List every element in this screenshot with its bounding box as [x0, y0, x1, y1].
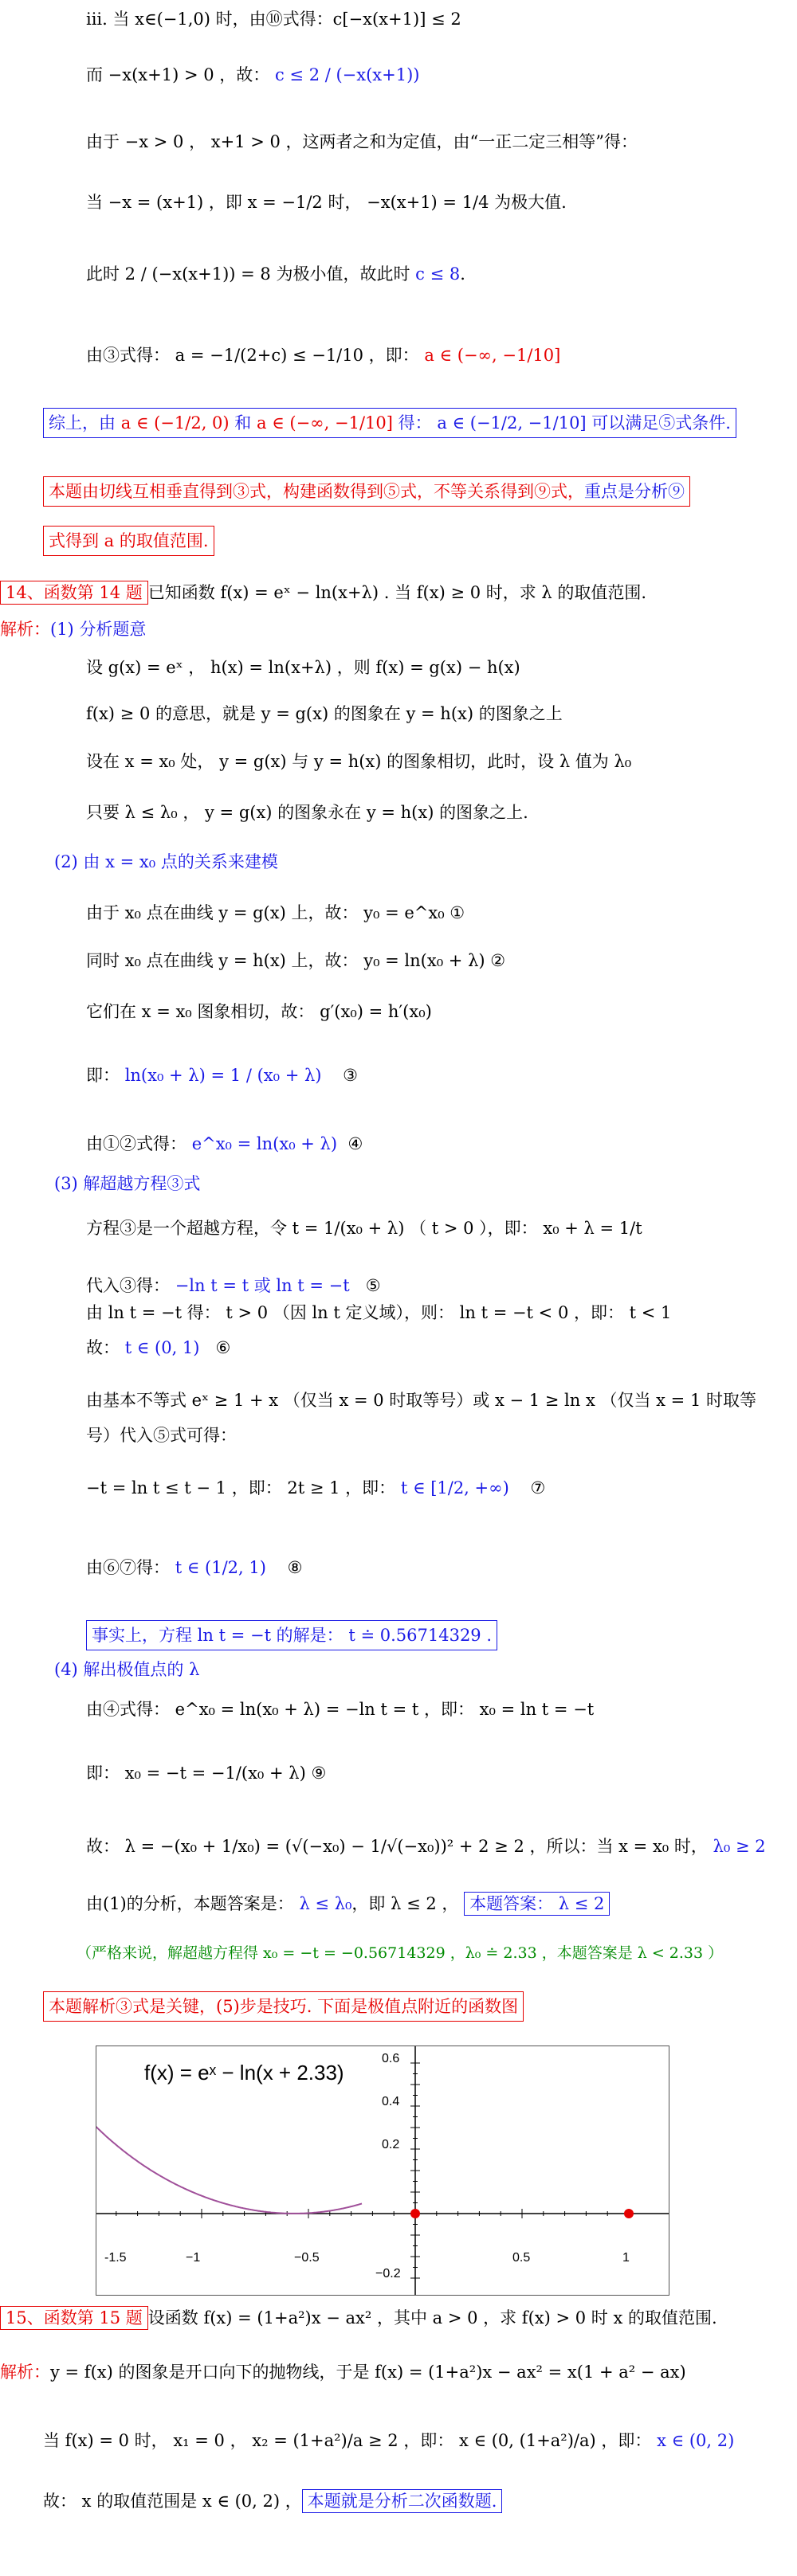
text-line — [86, 343, 560, 368]
text-span: ③ — [343, 1066, 358, 1085]
function-curve — [96, 2125, 362, 2214]
text-line: 设 g(x) = eˣ ， h(x) = ln(x+λ) ，则 f(x) = g(x) − h(x) — [86, 658, 520, 677]
section-heading: (2) 由 x = x₀ 点的关系来建模 — [54, 852, 278, 871]
text-line: 号）代入⑤式可得： — [86, 1426, 237, 1445]
text-span: c ≤ 2 / (−x(x+1)) — [274, 65, 420, 84]
text-line: 只要 λ ≤ λ₀ ， y = g(x) 的图象永在 y = h(x) 的图象之上. — [86, 803, 528, 822]
section-heading: (3) 解超越方程③式 — [54, 1174, 201, 1193]
problem-label: 15、函数第 15 题 — [0, 2306, 148, 2330]
problem-14-header — [0, 580, 646, 605]
text-line — [86, 1063, 358, 1088]
problem-label: 14、函数第 14 题 — [0, 581, 148, 605]
note-box: 本题解析③式是关键，(5)步是技巧. 下面是极值点附近的函数图 — [43, 1991, 524, 2022]
text-span: a ∈ (−1/2, 0) — [120, 413, 230, 433]
text-line — [0, 2359, 686, 2385]
text-span: 式得到 a 的取值范围. — [49, 531, 209, 550]
y-tick-label: 0.6 — [382, 2052, 400, 2065]
text-line: 同时 x₀ 点在曲线 y = h(x) 上，故： y₀ = ln(x₀ + λ) ② — [86, 951, 506, 970]
text-line: 由基本不等式 eˣ ≥ 1 + x （仅当 x = 0 时取等号）或 x − 1 ≥ ln x （仅当 x = 1 时取等 — [86, 1391, 756, 1410]
text-span: 当 f(x) = 0 时， x₁ = 0 ， x₂ = (1+a²)/a ≥ 2 ，即： x ∈ (0, (1+a²)/a) ，即： — [43, 2431, 652, 2450]
text-span: t ∈ [1/2, +∞) — [400, 1478, 509, 1497]
text-span: 由①②式得： — [86, 1134, 186, 1153]
text-span: 此时 2 / (−x(x+1)) = 8 为极小值，故此时 — [86, 264, 410, 284]
text-span: 重点是分析⑨ — [584, 482, 685, 501]
text-line: 设在 x = x₀ 处， y = g(x) 与 y = h(x) 的图象相切，此时，设 λ 值为 λ₀ — [86, 752, 632, 771]
y-tick-label: −0.2 — [375, 2267, 401, 2280]
text-span: λ ≤ λ₀ — [299, 1894, 352, 1913]
text-span: 故： x 的取值范围是 x ∈ (0, 2) ， — [43, 2492, 302, 2511]
text-span: λ₀ ≥ 2 — [713, 1837, 766, 1856]
text-span: ⑧ — [287, 1558, 303, 1577]
answer-box: 本题答案： λ ≤ 2 — [464, 1892, 610, 1916]
text-line: iii. 当 x∈(−1,0) 时，由⑩式得：c[−x(x+1)] ≤ 2 — [86, 10, 461, 29]
text-span: ，即 λ ≤ 2 ， — [351, 1894, 459, 1913]
text-line — [43, 2488, 502, 2514]
summary-box — [43, 408, 736, 438]
text-line — [86, 1475, 545, 1501]
text-span: 解析： — [0, 620, 50, 639]
text-line: 方程③是一个超越方程，令 t = 1/(x₀ + λ) （ t > 0 ），即： x₀ + λ = 1/t — [86, 1219, 642, 1238]
text-span: −ln t = t 或 ln t = −t — [175, 1276, 350, 1295]
text-span: t ∈ (1/2, 1) — [175, 1558, 266, 1577]
text-line: （严格来说，解超越方程得 x₀ = −t = −0.56714329 ，λ₀ ≐ 2.33 ，本题答案是 λ < 2.33 ） — [77, 1944, 724, 1962]
text-span: 即： — [86, 1066, 120, 1085]
text-line: 由于 x₀ 点在曲线 y = g(x) 上，故： y₀ = e^x₀ ① — [86, 903, 465, 922]
text-span: 由(1)的分析，本题答案是： — [86, 1894, 294, 1913]
text-span: a ∈ (−∞, −1/10] — [256, 413, 393, 433]
y-tick-marks — [410, 2063, 420, 2278]
text-line — [86, 1131, 363, 1157]
x-tick-label: −1 — [186, 2251, 201, 2265]
text-span: 而 −x(x+1) > 0 ，故： — [86, 65, 270, 84]
text-span: ⑦ — [530, 1478, 546, 1497]
x-tick-label: 0.5 — [512, 2251, 531, 2265]
text-span: 故： — [86, 1338, 120, 1357]
text-span: c ≤ 8 — [415, 264, 461, 284]
text-line: 由 ln t = −t 得： t > 0 （因 ln t 定义域），则： ln t = −t < 0 ，即： t < 1 — [86, 1303, 672, 1322]
text-span: t ∈ (0, 1) — [124, 1338, 200, 1357]
section-heading: (4) 解出极值点的 λ — [54, 1660, 200, 1679]
text-span: 得： a ∈ (−1/2, −1/10] 可以满足⑤式条件. — [398, 413, 731, 433]
point-marker — [410, 2209, 420, 2218]
text-span: ⑤ — [365, 1276, 381, 1295]
text-span: ln(x₀ + λ) = 1 / (x₀ + λ) — [124, 1066, 322, 1085]
note-box — [43, 476, 690, 507]
text-line — [0, 617, 146, 642]
text-span: 解析： — [0, 2363, 50, 2382]
x-tick-label: −0.5 — [294, 2251, 320, 2265]
text-line — [86, 1555, 302, 1580]
text-line: 由于 −x > 0 ， x+1 > 0 ，这两者之和为定值，由“一正二定三相等”得： — [86, 132, 638, 151]
text-line — [86, 1891, 610, 1916]
problem-statement: 设函数 f(x) = (1+a²)x − ax² ，其中 a > 0 ，求 f(x) > 0 时 x 的取值范围. — [147, 2308, 717, 2327]
point-marker — [624, 2209, 634, 2218]
y-tick-label: 0.4 — [382, 2095, 400, 2108]
x-tick-label: -1.5 — [104, 2251, 127, 2265]
text-span: −t = ln t ≤ t − 1 ，即： 2t ≥ 1 ，即： — [86, 1478, 396, 1497]
graph-title: f(x) = eˣ − ln(x + 2.33) — [144, 2061, 344, 2085]
function-graph — [96, 2046, 669, 2296]
text-span: 综上，由 — [49, 413, 116, 433]
text-line: 由④式得： e^x₀ = ln(x₀ + λ) = −ln t = t ，即： x₀ = ln t = −t — [86, 1700, 595, 1719]
text-span: e^x₀ = ln(x₀ + λ) — [191, 1134, 338, 1153]
text-span: ④ — [347, 1134, 363, 1153]
text-span: 代入③得： — [86, 1276, 170, 1295]
graph-svg — [96, 2046, 669, 2295]
text-span: y = f(x) 的图象是开口向下的抛物线，于是 f(x) = (1+a²)x − ax² = x(1 + a² − ax) — [50, 2363, 686, 2382]
text-span: 由③式得： a = −1/(2+c) ≤ −1/10 ，即： — [86, 346, 419, 365]
text-line — [43, 2428, 734, 2453]
text-span: ⑥ — [215, 1338, 231, 1357]
y-tick-label: 0.2 — [382, 2138, 400, 2151]
text-span: 和 — [234, 413, 252, 433]
text-span: x ∈ (0, 2) — [657, 2431, 735, 2450]
text-span: 故： λ = −(x₀ + 1/x₀) = (√(−x₀) − 1/√(−x₀))² + 2 ≥ 2 ，所以：当 x = x₀ 时， — [86, 1837, 708, 1856]
text-span: 本题由切线互相垂直得到③式，构建函数得到⑤式，不等关系得到⑨式， — [49, 482, 584, 501]
fact-box: 事实上，方程 ln t = −t 的解是： t ≐ 0.56714329 . — [86, 1620, 497, 1650]
text-line — [86, 1335, 230, 1360]
text-line — [86, 1273, 381, 1298]
text-line: 即： x₀ = −t = −1/(x₀ + λ) ⑨ — [86, 1764, 327, 1783]
problem-statement: 已知函数 f(x) = eˣ − ln(x+λ) . 当 f(x) ≥ 0 时，求 λ 的取值范围. — [147, 583, 647, 602]
text-line: 它们在 x = x₀ 图象相切，故： g′(x₀) = h′(x₀) — [86, 1002, 432, 1021]
text-line: 此时 2 / (−x(x+1)) = 8 为极小值，故此时 c ≤ 8. — [86, 264, 465, 284]
answer-box: 本题就是分析二次函数题. — [302, 2489, 503, 2513]
text-line: f(x) ≥ 0 的意思，就是 y = g(x) 的图象在 y = h(x) 的图象之上 — [86, 704, 563, 723]
section-heading: (1) 分析题意 — [50, 620, 147, 639]
text-line — [86, 1834, 766, 1859]
text-span: 由⑥⑦得： — [86, 1558, 170, 1577]
problem-15-header — [0, 2305, 717, 2331]
text-line — [86, 62, 420, 88]
text-span: a ∈ (−∞, −1/10] — [424, 346, 561, 365]
text-line: 当 −x = (x+1) ，即 x = −1/2 时， −x(x+1) = 1/4 为极大值. — [86, 193, 567, 212]
x-tick-label: 1 — [622, 2251, 630, 2265]
note-box — [43, 526, 214, 556]
